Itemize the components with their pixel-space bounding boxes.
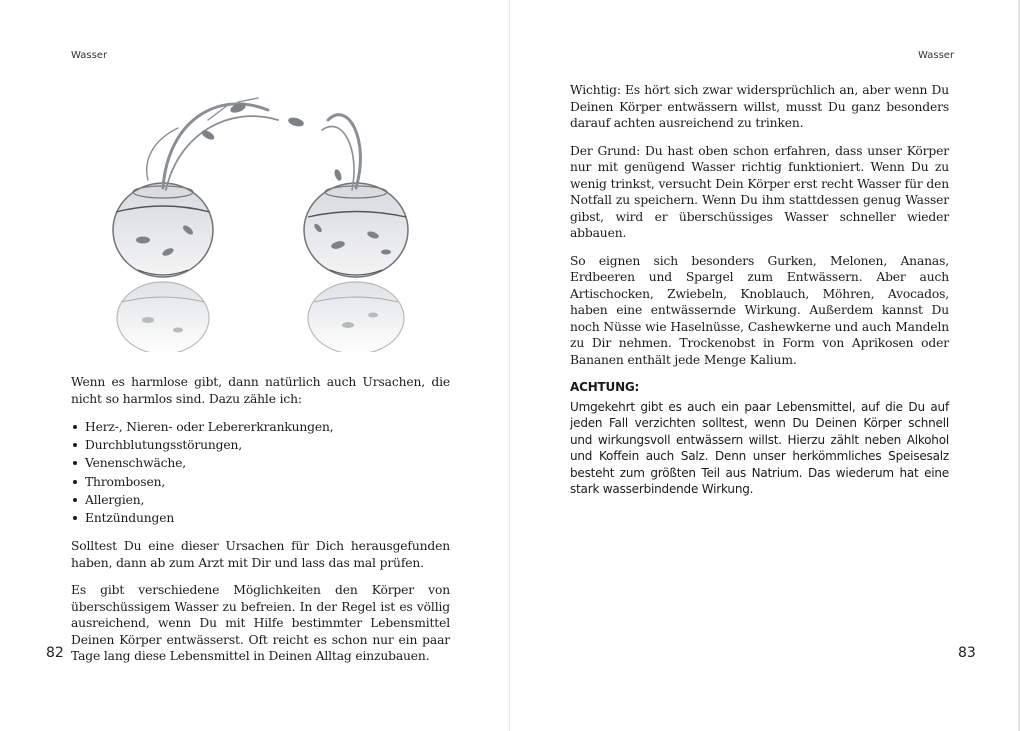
intro-paragraph: Wenn es harmlose gibt, dann natürlich auch Ursachen, die nicht so harmlos sind. Dazu zähle ich:	[71, 375, 450, 406]
water-splash	[147, 98, 361, 190]
left-page	[0, 0, 509, 731]
list-item: Herz-, Nieren- oder Lebererkrankungen,	[85, 418, 450, 436]
right-page	[510, 0, 1020, 731]
bowl-reflections	[117, 282, 404, 352]
list-item: Thrombosen,	[85, 473, 450, 491]
options-paragraph: Es gibt verschiedene Möglichkeiten den Körper von überschüssigem Wasser zu befreien. In der Regel ist es völlig ausreichend, wenn Du mit Hilfe bestimmter Lebensmittel Deinen Körper entwässerst. Oft reicht es schon nur ein paar Tage lang diese Lebensmittel in Deinen Alltag einzubauen.	[71, 583, 450, 664]
right-text-column	[570, 82, 949, 509]
left-bowl	[113, 183, 213, 277]
list-item: Entzündungen	[85, 509, 450, 527]
fishbowls-illustration	[108, 80, 448, 352]
important-paragraph: Wichtig: Es hört sich zwar widersprüchlich an, aber wenn Du Deinen Körper entwässern willst, musst Du ganz besonders darauf achten ausreichend zu trinken.	[570, 83, 949, 130]
running-head-right: Wasser	[918, 50, 955, 61]
page-number-right: 83	[958, 645, 976, 661]
achtung-heading: ACHTUNG:	[570, 380, 640, 394]
achtung-paragraph: Umgekehrt gibt es auch ein paar Lebensmittel, auf die Du auf jeden Fall verzichten solltest, wenn Du Deinen Körper schnell und wirkungsvoll entwässern willst. Hierzu zählt neben Alkohol und Koffein auch Salz. Denn unser herkömmliches Speisesalz besteht zum größten Teil aus Natrium. Das wiederum hat eine stark wasserbindende Wirkung.	[570, 399, 949, 496]
doctor-paragraph: Solltest Du eine dieser Ursachen für Dich herausgefunden haben, dann ab zum Arzt mit Dir und lass das mal prüfen.	[71, 539, 450, 570]
running-head-left: Wasser	[71, 50, 108, 61]
list-item: Durchblutungsstörungen,	[85, 436, 450, 454]
causes-list	[71, 418, 450, 527]
foods-paragraph: So eignen sich besonders Gurken, Melonen, Ananas, Erdbeeren und Spargel zum Entwässern. Aber auch Artischocken, Zwiebeln, Knoblauch, Möhren, Avocados, haben eine entwässernde Wirkung. Außerdem kannst Du noch Nüsse wie Haselnüsse, Cashewkerne und auch Mandeln zu Dir nehmen. Trockenobst in Form von Aprikosen oder Bananen enthält jede Menge Kalium.	[570, 253, 949, 367]
list-item: Venenschwäche,	[85, 454, 450, 472]
reason-paragraph: Der Grund: Du hast oben schon erfahren, dass unser Körper nur mit genügend Wasser richtig funktioniert. Wenn Du zu wenig trinkst, versucht Dein Körper erst recht Wasser für den Notfall zu speichern. Wenn Du ihm stattdessen genug Wasser gibst, wird er überschüssiges Wasser schneller wieder abbauen.	[570, 143, 949, 240]
left-text-column	[71, 374, 450, 676]
page-number-left: 82	[46, 645, 64, 661]
list-item: Allergien,	[85, 491, 450, 509]
